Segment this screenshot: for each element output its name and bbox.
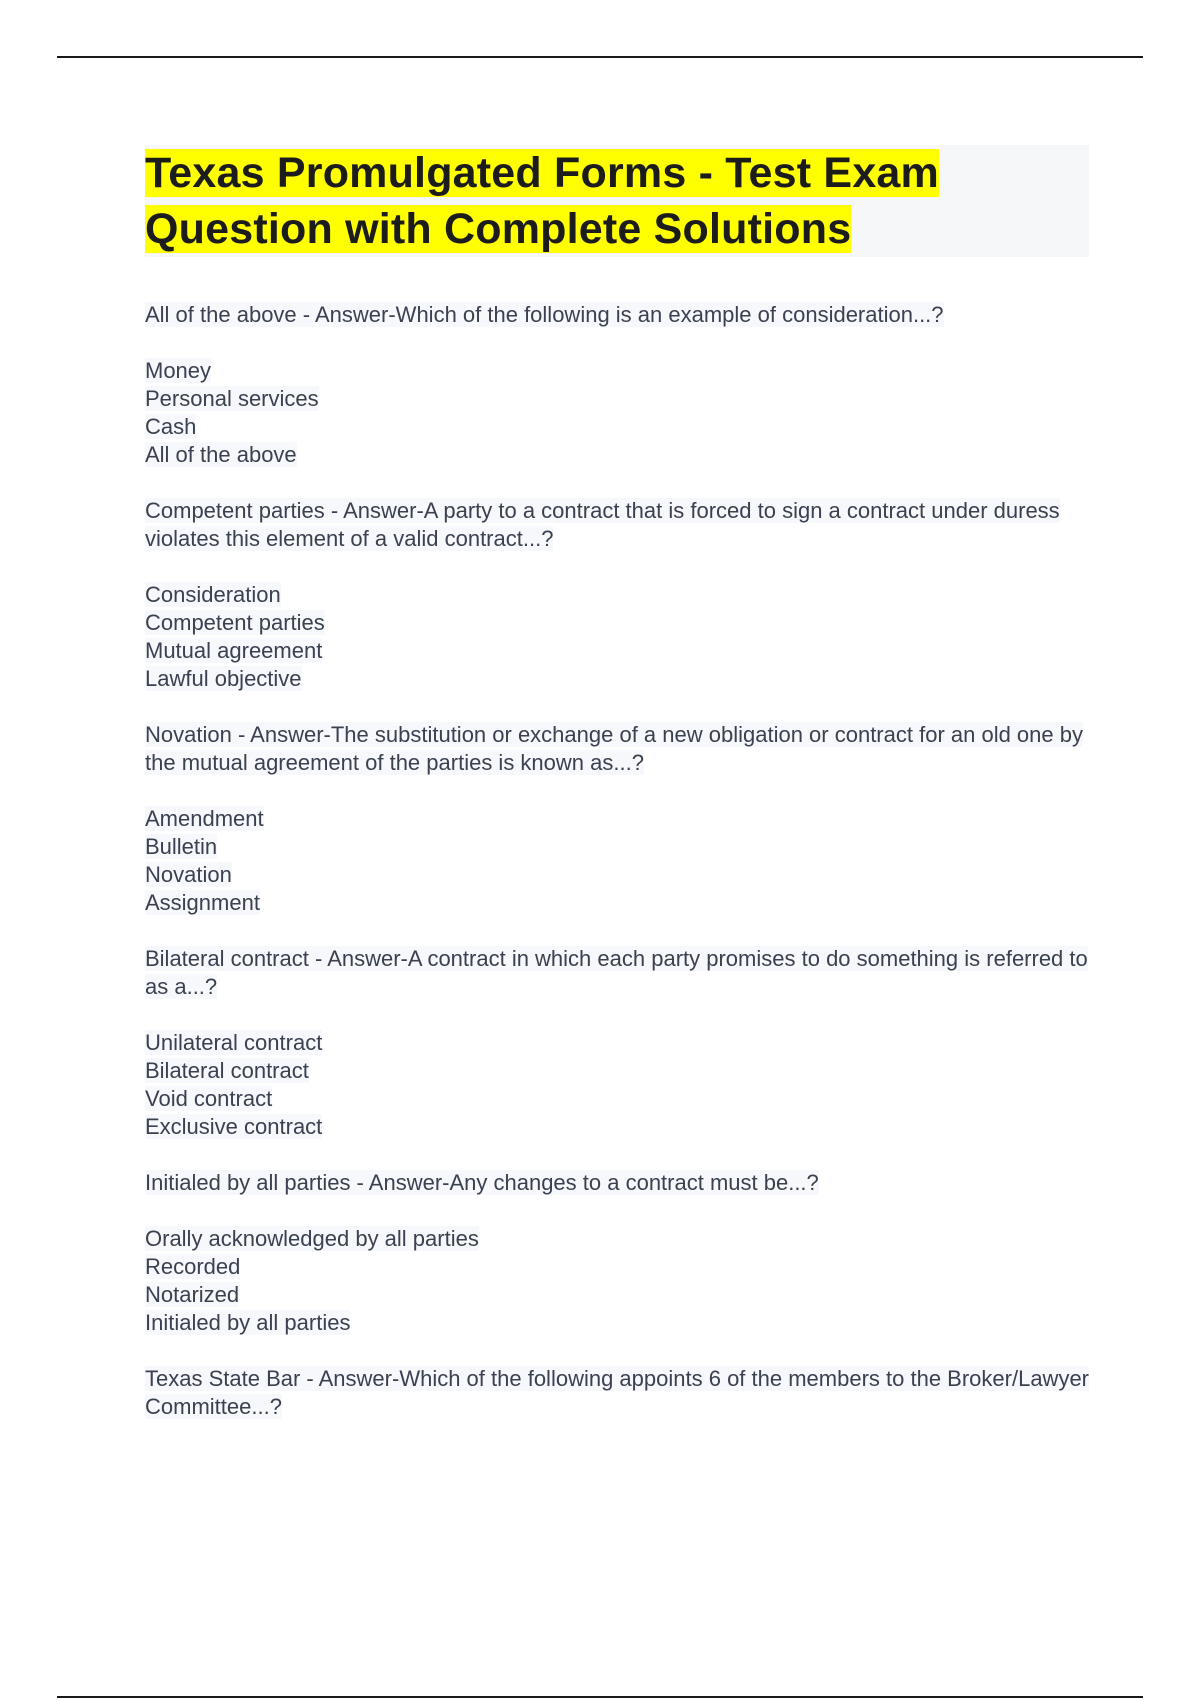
answer-option: Personal services [145,386,319,411]
question-text: Texas State Bar - Answer-Which of the following appoints 6 of the members to the Broker/Lawyer Committee...? [145,1366,1090,1419]
answer-option: Bulletin [145,834,218,859]
question-text: Competent parties - Answer-A party to a contract that is forced to sign a contract under duress violates this element of a valid contract...? [145,498,1060,551]
answer-options [145,805,1089,917]
answer-option: Cash [145,414,197,439]
answer-option: Consideration [145,582,281,607]
answer-option: Amendment [145,806,264,831]
answer-option: Competent parties [145,610,325,635]
answer-option: Money [145,358,212,383]
qa-item [145,497,1089,693]
answer-option: Recorded [145,1254,241,1279]
answer-option: Lawful objective [145,666,302,691]
document-title: Texas Promulgated Forms - Test Exam Question with Complete Solutions [145,149,939,253]
answer-options [145,1225,1089,1337]
qa-item [145,1169,1089,1337]
question-text: Bilateral contract - Answer-A contract in which each party promises to do something is referred to as a...? [145,946,1088,999]
qa-item [145,1365,1089,1421]
answer-options [145,1029,1089,1141]
answer-option: Orally acknowledged by all parties [145,1226,479,1251]
qa-list [145,301,1089,1421]
answer-option: Void contract [145,1086,273,1111]
qa-item [145,945,1089,1141]
answer-options [145,581,1089,693]
question-text: Initialed by all parties - Answer-Any changes to a contract must be...? [145,1170,819,1195]
answer-option: Exclusive contract [145,1114,323,1139]
document-page [145,145,1089,1449]
answer-option: Notarized [145,1282,240,1307]
bottom-rule [57,1696,1143,1698]
qa-item [145,301,1089,469]
question-text: Novation - Answer-The substitution or exchange of a new obligation or contract for an old one by the mutual agreement of the parties is known as...? [145,722,1083,775]
title-block [145,145,1089,257]
answer-option: Novation [145,862,232,887]
question-text: All of the above - Answer-Which of the following is an example of consideration...? [145,302,944,327]
answer-option: Mutual agreement [145,638,323,663]
top-rule [57,56,1143,58]
qa-item [145,721,1089,917]
answer-option: Assignment [145,890,260,915]
answer-option: Unilateral contract [145,1030,323,1055]
answer-option: Initialed by all parties [145,1310,351,1335]
answer-options [145,357,1089,469]
answer-option: Bilateral contract [145,1058,309,1083]
answer-option: All of the above [145,442,297,467]
